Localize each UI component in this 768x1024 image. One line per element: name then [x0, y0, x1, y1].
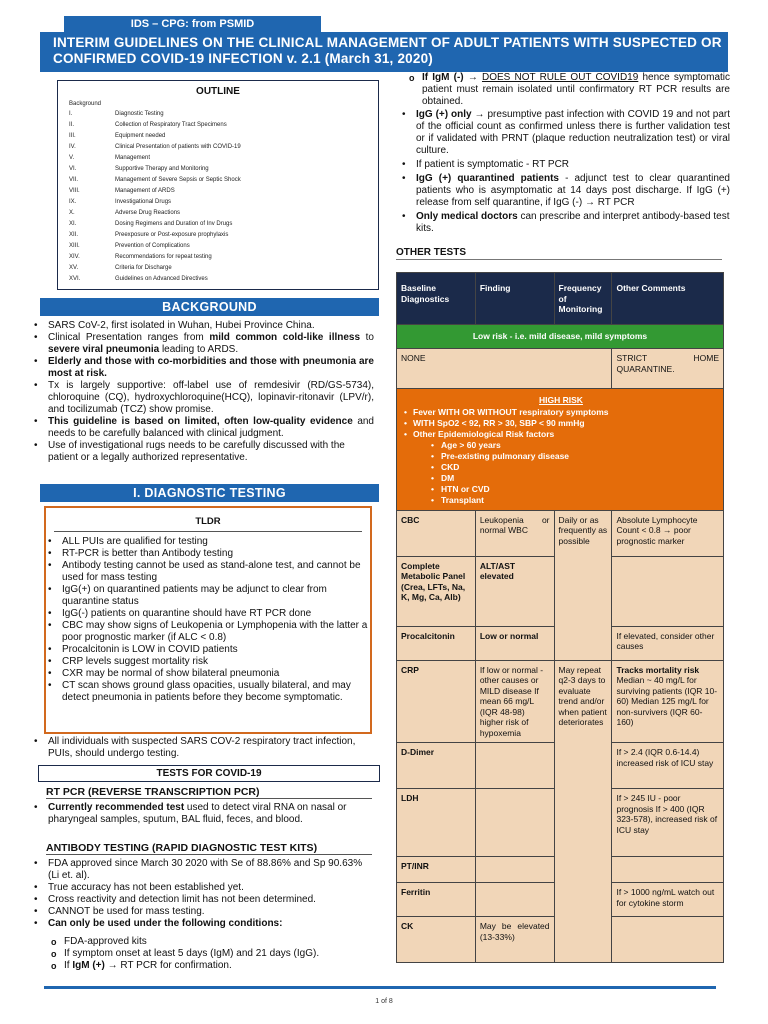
- list-item: • Elderly and those with co-morbidities and those with pneumonia are most at risk.: [32, 356, 374, 380]
- rt-pcr-heading: RT PCR (REVERSE TRANSCRIPTION PCR): [46, 786, 372, 799]
- text: If: [64, 960, 73, 971]
- finding-cell: [475, 857, 554, 883]
- comment-cell: [612, 626, 724, 660]
- finding-cell: [475, 789, 554, 857]
- column-header: Frequency of Monitoring: [554, 273, 612, 325]
- column-header: Other Comments: [612, 273, 724, 325]
- outline-item-number: XV.: [69, 265, 79, 271]
- outline-item-label: Management: [115, 155, 151, 161]
- outline-item-label: Management of Severe Sepsis or Septic Shock: [115, 177, 241, 183]
- outline-item: [69, 110, 369, 119]
- finding-cell: ALT/AST elevated: [475, 556, 554, 626]
- list-item: • Antibody testing cannot be used as stand-alone test, and cannot be used for mass testing: [46, 560, 368, 584]
- outline-item: [69, 176, 369, 185]
- outline-item-number: IX.: [69, 199, 77, 205]
- list-item: • Only medical doctors can prescribe and interpret antibody-based test kits.: [400, 211, 730, 235]
- comment-cell: [612, 857, 724, 883]
- list-item: [42, 960, 372, 972]
- outline-item-label: Dosing Regimens and Duration of Inv Drugs: [115, 221, 233, 227]
- list-item: • IgG(+) on quarantined patients may be adjunct to clear from quarantine status: [46, 584, 368, 608]
- outline-item-label: Management of ARDS: [115, 188, 175, 194]
- antibody-list: [32, 858, 374, 930]
- test-name-cell: Complete Metabolic Panel (Crea, LFTs, Na, K, Mg, Ca, Alb): [397, 556, 476, 626]
- outline-item-label: Equipment needed: [115, 133, 166, 139]
- text: IgM (+): [72, 960, 105, 971]
- strict-quarantine-cell: STRICT HOME QUARANTINE.: [612, 349, 724, 389]
- outline-item-label: Preexposure or Post-exposure prophylaxis: [115, 232, 229, 238]
- antibody-conditions-list: [42, 936, 372, 972]
- list-item: • CT scan shows ground glass opacities, usually bilateral, and may detect pneumonia in patients before they become symptomatic.: [46, 680, 368, 704]
- comment-cell: [612, 510, 724, 556]
- outline-title: OUTLINE: [196, 86, 240, 97]
- document-title: INTERIM GUIDELINES ON THE CLINICAL MANAGEMENT OF ADULT PATIENTS WITH SUSPECTED OR CONFIRMED COVID-19 INFECTION v. 2.1 (March 31, 2020): [53, 35, 722, 66]
- list-item: • Fever WITH OR WITHOUT respiratory symptoms: [403, 407, 719, 418]
- comment-text: If > 1000 ng/mL watch out for cytokine storm: [616, 887, 715, 908]
- list-item: • ALL PUIs are qualified for testing: [46, 536, 368, 548]
- right-bullet-list: [400, 109, 730, 237]
- finding-cell: [475, 883, 554, 917]
- comment-cell: [612, 743, 724, 789]
- comment-text: If > 2.4 (IQR 0.6-14.4) increased risk of ICU stay: [616, 747, 714, 768]
- document-tag: IDS – CPG: from PSMID: [64, 16, 321, 32]
- none-cell: NONE: [397, 349, 612, 389]
- frequency-cell: Daily or as frequently as possible: [554, 510, 612, 660]
- comment-text: If elevated, consider other causes: [616, 630, 715, 651]
- outline-item-number: VIII.: [69, 188, 80, 194]
- outline-item-label: Adverse Drug Reactions: [115, 210, 181, 216]
- list-item: • Tx is largely supportive: off-label use of remdesivir (RD/GS-5734), chloroquine (CQ), hydroxychloroquine(HCQ), lopinavir-ritonavir (LPV/r), and tocilizumab (TCZ) show promise.: [32, 380, 374, 416]
- list-item: • IgG (+) only → presumptive past infection with COVID 19 and not part of the official count as confirmed unless there is further validation test or if validated with PRNT (plaque reduction neutralization test) or viral culture.: [400, 109, 730, 157]
- list-item: • CANNOT be used for mass testing.: [32, 906, 374, 918]
- tldr-title: TLDR: [195, 516, 221, 527]
- outline-item-number: II.: [69, 122, 75, 128]
- list-item: • Cross reactivity and detection limit has not been determined.: [32, 894, 374, 906]
- background-heading: BACKGROUND: [40, 298, 379, 316]
- comment-text: Absolute Lymphocyte Count < 0.8 → poor prognostic marker: [616, 514, 698, 546]
- test-name-cell: Procalcitonin: [397, 626, 476, 660]
- frequency-cell: May repeat q2-3 days to evaluate trend and/or when patient deteriorates: [554, 660, 612, 963]
- outline-item: [69, 121, 369, 130]
- finding-cell: If low or normal - other causes or MILD disease If mean 66 mg/L (IQR 48-98) higher risk of hypoxemia: [475, 660, 554, 743]
- tldr-list: [46, 536, 368, 704]
- outline-item-label: Collection of Respiratory Tract Specimens: [115, 122, 227, 128]
- outline-item-label: Diagnostic Testing: [115, 111, 164, 117]
- list-item: • Transplant: [403, 495, 719, 506]
- outline-item-number: X.: [69, 210, 75, 216]
- diagnostic-testing-heading: I. DIAGNOSTIC TESTING: [40, 484, 379, 502]
- testing-note: [32, 736, 374, 760]
- outline-item-number: XIII.: [69, 243, 80, 249]
- outline-item: [69, 275, 369, 284]
- outline-item-number: I.: [69, 111, 73, 117]
- outline-item-label: Guidelines on Advanced Directives: [115, 276, 208, 282]
- column-header: Baseline Diagnostics: [397, 273, 476, 325]
- outline-item: [69, 253, 369, 262]
- outline-item: [69, 209, 369, 218]
- list-item: • CRP levels suggest mortality risk: [46, 656, 368, 668]
- footer-rule: [44, 986, 716, 989]
- outline-item-number: XVI.: [69, 276, 81, 282]
- table-row: [397, 510, 724, 556]
- outline-item: [69, 264, 369, 273]
- outline-item: [69, 187, 369, 196]
- list-item: • Currently recommended test used to detect viral RNA on nasal or pharyngeal samples, sputum, BAL fluid, feces, and blood.: [32, 802, 374, 826]
- divider: [54, 531, 362, 532]
- list-item: • This guideline is based on limited, often low-quality evidence and needs to be carefully balanced with clinical judgment.: [32, 416, 374, 440]
- outline-item-number: XII.: [69, 232, 79, 238]
- test-name-cell: CBC: [397, 510, 476, 556]
- outline-item: [69, 132, 369, 141]
- list-item: • RT-PCR is better than Antibody testing: [46, 548, 368, 560]
- list-item: • CBC may show signs of Leukopenia or Lymphopenia with the latter a poor prognostic marker (if ALC < 0.8): [46, 620, 368, 644]
- outline-item: [69, 165, 369, 174]
- comment-cell: [612, 556, 724, 626]
- antibody-testing-heading: ANTIBODY TESTING (RAPID DIAGNOSTIC TEST KITS): [46, 842, 372, 855]
- list-item: • IgG (+) quarantined patients - adjunct test to clear quarantined patients who is asymptomatic at 14 days post discharge. If IgG (+) release from self quarantine, if IgG (-) → RT PCR: [400, 173, 730, 209]
- other-tests-heading: OTHER TESTS: [396, 247, 722, 260]
- rt-pcr-list: [32, 802, 374, 826]
- list-item: • HTN or CVD: [403, 484, 719, 495]
- high-risk-row: [397, 389, 724, 511]
- list-item: • DM: [403, 473, 719, 484]
- column-header: Finding: [475, 273, 554, 325]
- outline-item: [69, 231, 369, 240]
- antibody-interpretation-list: [400, 72, 730, 110]
- text: → RT PCR for confirmation.: [104, 960, 232, 971]
- list-item: • WITH SpO2 < 92, RR > 30, SBP < 90 mmHg: [403, 418, 719, 429]
- comment-cell: [612, 660, 724, 743]
- list-item: • Age > 60 years: [403, 440, 719, 451]
- finding-cell: Low or normal: [475, 626, 554, 660]
- outline-item-number: XIV.: [69, 254, 80, 260]
- outline-item-label: Investigational Drugs: [115, 199, 172, 205]
- list-item: • FDA approved since March 30 2020 with Se of 88.86% and Sp 90.63% (Li et. al).: [32, 858, 374, 882]
- list-item: • Clinical Presentation ranges from mild common cold-like illness to severe viral pneumonia leading to ARDS.: [32, 332, 374, 356]
- comment-text: Median ~ 40 mg/L for surviving patients (IQR 10-60) Median 125 mg/L for non-survivers (IQR 60-160): [616, 675, 718, 727]
- comment-bold: Tracks mortality risk: [616, 664, 700, 675]
- outline-item-label: Recommendations for repeat testing: [115, 254, 212, 260]
- background-list: [32, 320, 374, 464]
- outline-item: [69, 242, 369, 251]
- finding-cell: [475, 743, 554, 789]
- finding-cell: Leukopenia or normal WBC: [475, 510, 554, 556]
- other-tests-table: [396, 272, 724, 963]
- tests-for-covid-heading: TESTS FOR COVID-19: [38, 765, 380, 782]
- tldr-box: [44, 506, 372, 734]
- test-name-cell: LDH: [397, 789, 476, 857]
- list-item: • If patient is symptomatic - RT PCR: [400, 159, 730, 171]
- comment-text: If > 245 IU - poor prognosis If > 400 (IQR 323-578), increased risk of ICU stay: [616, 793, 718, 835]
- list-item: • True accuracy has not been established yet.: [32, 882, 374, 894]
- list-item: • SARS CoV-2, first isolated in Wuhan, Hubei Province China.: [32, 320, 374, 332]
- outline-item-number: XI.: [69, 221, 77, 227]
- outline-item-number: VI.: [69, 166, 77, 172]
- outline-item-number: IV.: [69, 144, 76, 150]
- outline-background-item: Background: [69, 101, 102, 107]
- outline-item-label: Criteria for Discharge: [115, 265, 172, 271]
- list-item: • All individuals with suspected SARS COV-2 respiratory tract infection, PUIs, should undergo testing.: [32, 736, 374, 760]
- outline-item-label: Supportive Therapy and Monitoring: [115, 166, 209, 172]
- outline-box: [57, 80, 379, 290]
- outline-item-label: Prevention of Complications: [115, 243, 190, 249]
- finding-cell: May be elevated (13-33%): [475, 917, 554, 963]
- list-item: • IgG(-) patients on quarantine should have RT PCR done: [46, 608, 368, 620]
- list-item: • CXR may be normal of show bilateral pneumonia: [46, 668, 368, 680]
- test-name-cell: PT/INR: [397, 857, 476, 883]
- list-item: • CKD: [403, 462, 719, 473]
- comment-cell: [612, 789, 724, 857]
- test-name-cell: D-Dimer: [397, 743, 476, 789]
- test-name-cell: Ferritin: [397, 883, 476, 917]
- list-item: o If IgM (-) → DOES NOT RULE OUT COVID19 hence symptomatic patient must remain isolated until confirmatory RT PCR results are obtained.: [400, 72, 730, 108]
- outline-item-number: III.: [69, 133, 76, 139]
- list-item: [32, 918, 374, 930]
- outline-item: [69, 154, 369, 163]
- outline-item: [69, 220, 369, 229]
- test-name-cell: CRP: [397, 660, 476, 743]
- outline-item: [69, 198, 369, 207]
- comment-cell: [612, 883, 724, 917]
- list-item: • Use of investigational rugs needs to be carefully discussed with the patient or a legally authorized representative.: [32, 440, 374, 464]
- outline-item-label: Clinical Presentation of patients with COVID-19: [115, 144, 241, 150]
- list-item: o FDA-approved kits: [42, 936, 372, 948]
- list-item: • Pre-existing pulmonary disease: [403, 451, 719, 462]
- conditions-label: Can only be used under the following conditions:: [48, 918, 283, 929]
- test-name-cell: CK: [397, 917, 476, 963]
- low-risk-row: Low risk - i.e. mild disease, mild symptoms: [397, 325, 724, 349]
- list-item: • Procalcitonin is LOW in COVID patients: [46, 644, 368, 656]
- high-risk-title: HIGH RISK: [539, 395, 583, 405]
- page-number: 1 of 8: [375, 998, 393, 1005]
- table-row: [397, 660, 724, 743]
- comment-cell: [612, 917, 724, 963]
- outline-item-number: VII.: [69, 177, 79, 183]
- outline-item: [69, 143, 369, 152]
- outline-item-number: V.: [69, 155, 75, 161]
- list-item: o If symptom onset at least 5 days (IgM) and 21 days (IgG).: [42, 948, 372, 960]
- list-item: • Other Epidemiological Risk factors: [403, 429, 719, 440]
